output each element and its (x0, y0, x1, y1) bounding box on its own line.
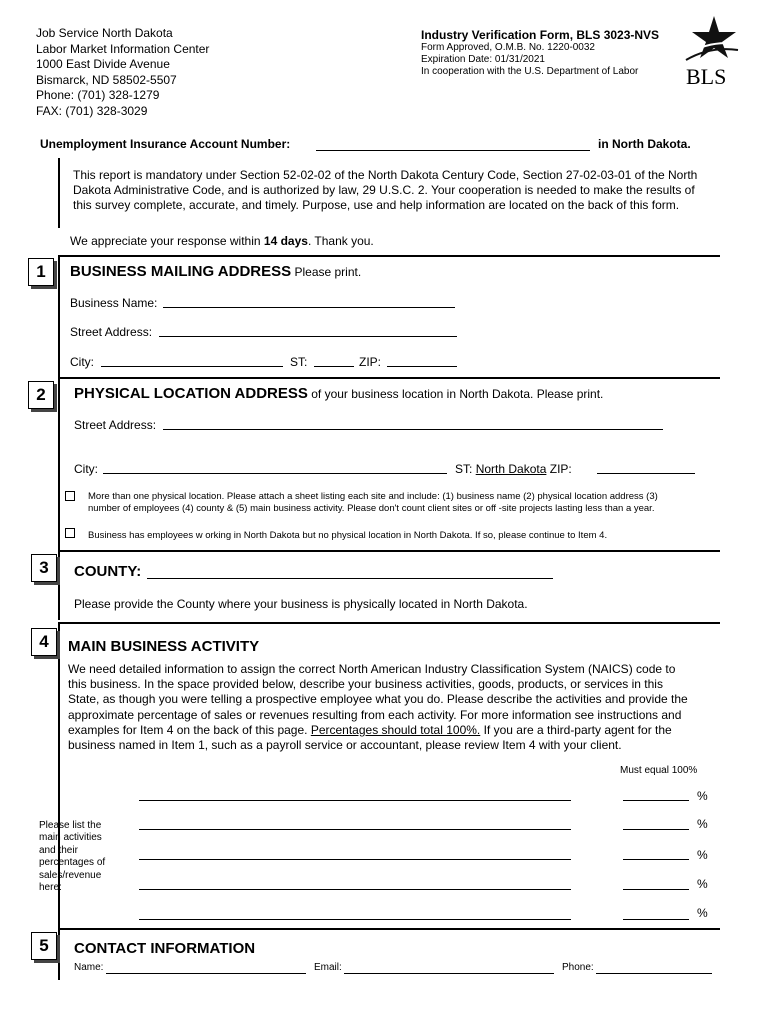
county-desc: Please provide the County where your business is physically located in North Dakota. (74, 597, 528, 611)
street-address-label: Street Address: (70, 325, 153, 339)
percent-sign: % (697, 848, 708, 862)
ui-account-label: Unemployment Insurance Account Number: (40, 137, 291, 151)
multiple-locations-text: More than one physical location. Please attach a sheet listing each site and include: (1) business name (2) physical location address (3) number of employees (4) county & (5) main business activity. Please don't count client sites or off -site projects lasting less than a year. (88, 491, 658, 514)
sec1-rule (58, 255, 720, 257)
sec4-title: MAIN BUSINESS ACTIVITY (68, 638, 260, 655)
sec2-bar (58, 377, 60, 550)
intro-paragraph: This report is mandatory under Section 52-02-02 of the North Dakota Century Code, Section 27-02-03-01 of the North Dakota Administrative Code, and is authorized by law, 29 U.S.C. 2. Your cooperation is needed to make the results of this survey complete, accurate, and timely. Purpose, use and help information are located on the back of this form. (73, 168, 698, 213)
street-address-input[interactable] (159, 325, 457, 337)
percent-sign: % (697, 877, 708, 891)
percent-sign: % (697, 817, 708, 831)
bls-logo-text: BLS (686, 64, 727, 89)
form-cooperation: In cooperation with the U.S. Department of Labor (421, 66, 639, 77)
form-title: Industry Verification Form, BLS 3023-NVS (421, 28, 660, 42)
percentage-input[interactable] (623, 789, 689, 801)
agency-city: Bismarck, ND 58502-5507 (36, 72, 177, 87)
sec1-bar (58, 255, 60, 377)
physical-state-value: North Dakota (475, 462, 547, 476)
state-label: ST: (290, 355, 308, 369)
sec1-heading: BUSINESS MAILING ADDRESS Please print. (70, 263, 362, 280)
business-name-label: Business Name: (70, 296, 158, 310)
zip-input[interactable] (387, 355, 457, 367)
form-approved: Form Approved, O.M.B. No. 1220-0032 (421, 42, 595, 53)
business-name-input[interactable] (163, 296, 455, 308)
sec5-rule (58, 928, 720, 930)
multiple-locations-checkbox[interactable] (65, 491, 75, 501)
contact-name-label: Name: (74, 962, 104, 973)
sec2-title: PHYSICAL LOCATION ADDRESS (74, 385, 308, 402)
agency-dept: Labor Market Information Center (36, 41, 210, 56)
sec3-number: 3 (31, 554, 57, 582)
agency-fax: FAX: (701) 328-3029 (36, 103, 148, 118)
sec5-number: 5 (31, 932, 57, 960)
contact-phone-label: Phone: (562, 962, 594, 973)
agency-phone: Phone: (701) 328-1279 (36, 88, 160, 103)
county-input[interactable] (147, 565, 553, 579)
percentage-input[interactable] (623, 818, 689, 830)
sec5-title: CONTACT INFORMATION (74, 940, 256, 957)
activity-input[interactable] (139, 789, 571, 801)
zip-label: ZIP: (359, 355, 382, 369)
sec1-number: 1 (28, 258, 54, 286)
sec2-heading: PHYSICAL LOCATION ADDRESS of your business location in North Dakota. Please print. (74, 385, 604, 402)
activity-input[interactable] (139, 848, 571, 860)
physical-city-label: City: (74, 462, 98, 476)
percentage-input[interactable] (623, 908, 689, 920)
agency-address (36, 26, 209, 120)
sec4-number: 4 (31, 628, 57, 656)
intro-bar (58, 158, 60, 228)
sec5-bar (58, 928, 60, 980)
ui-account-input[interactable] (316, 137, 590, 151)
contact-phone-input[interactable] (596, 962, 712, 974)
percentage-input[interactable] (623, 878, 689, 890)
activity-input[interactable] (139, 818, 571, 830)
percent-sign: % (697, 906, 708, 920)
physical-state-label: ST: North Dakota ZIP: (455, 462, 572, 476)
sec4-paragraph: We need detailed information to assign the correct North American Industry Classification System (NAICS) code to this business. In the space provided below, describe your business activities, goods, products, or services in this State, as though you were telling a prospective employee what you do. Please describe the activities and provide the approximate percentage of sales or revenues resulting from each activity. For more information see instructions and examples for Item 4 on the back of this page. Percentages should total 100%. If you are a third-party agent for the business named in Item 1, such as a payroll service or accountant, please review Item 4 with your client. (68, 662, 688, 753)
physical-street-label: Street Address: (74, 418, 157, 432)
sec2-number: 2 (28, 381, 54, 409)
activity-input[interactable] (139, 908, 571, 920)
physical-zip-input[interactable] (597, 462, 695, 474)
percentage-input[interactable] (623, 848, 689, 860)
physical-city-input[interactable] (103, 462, 447, 474)
bls-logo (684, 14, 740, 90)
sec4-rule (58, 622, 720, 624)
agency-name: Job Service North Dakota (36, 26, 173, 40)
agency-street: 1000 East Divide Avenue (36, 57, 170, 72)
must-equal-note: Must equal 100% (620, 765, 698, 776)
physical-street-input[interactable] (163, 418, 663, 430)
activity-side-note: Please list the main activities and their percentages of sales/revenue here: (39, 820, 106, 894)
bls-star-icon (684, 14, 740, 66)
contact-email-label: Email: (314, 962, 342, 973)
contact-name-input[interactable] (106, 962, 306, 974)
city-label: City: (70, 355, 94, 369)
form-expiration: Expiration Date: 01/31/2021 (421, 54, 545, 65)
city-input[interactable] (101, 355, 283, 367)
sec3-bar (58, 550, 60, 620)
sec1-title: BUSINESS MAILING ADDRESS (70, 263, 292, 280)
sec3-rule (58, 550, 720, 552)
activity-input[interactable] (139, 878, 571, 890)
ui-account-suffix: in North Dakota. (598, 137, 691, 151)
sec2-rule (58, 377, 720, 379)
no-physical-location-checkbox[interactable] (65, 528, 75, 538)
contact-email-input[interactable] (344, 962, 554, 974)
state-input[interactable] (314, 355, 354, 367)
percent-sign: % (697, 789, 708, 803)
no-physical-location-text: Business has employees w orking in North Dakota but no physical location in North Dakota. If so, please continue to Item 4. (88, 530, 608, 541)
intro-appreciate: We appreciate your response within 14 days. Thank you. (70, 234, 374, 248)
form-header (421, 28, 659, 78)
county-label: COUNTY: (74, 563, 142, 580)
